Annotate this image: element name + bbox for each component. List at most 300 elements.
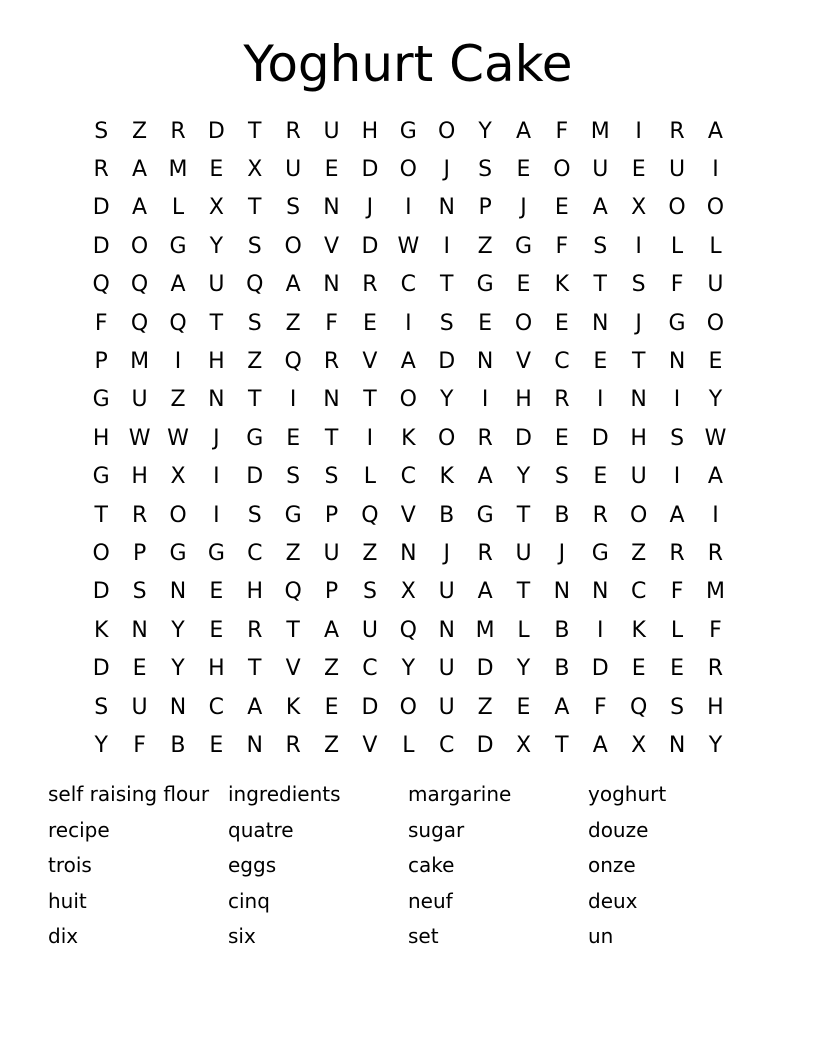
grid-letter: E bbox=[554, 425, 569, 451]
grid-letter: S bbox=[670, 425, 685, 451]
grid-letter: Q bbox=[284, 579, 302, 605]
grid-letter: O bbox=[169, 502, 187, 528]
grid-letter: G bbox=[476, 502, 494, 528]
grid-letter: K bbox=[439, 464, 454, 490]
grid-letter: F bbox=[555, 233, 569, 259]
grid-letter: Y bbox=[94, 732, 108, 758]
word-list bbox=[48, 777, 768, 955]
grid-letter: B bbox=[554, 617, 570, 643]
grid-letter: R bbox=[669, 118, 685, 144]
grid-letter: I bbox=[405, 195, 412, 221]
grid-letter: R bbox=[285, 732, 301, 758]
grid-letter: Z bbox=[477, 694, 493, 720]
grid-letter: X bbox=[631, 732, 647, 758]
grid-letter: E bbox=[132, 656, 147, 682]
grid-letter: V bbox=[515, 349, 532, 375]
grid-letter: I bbox=[405, 310, 412, 336]
grid-letter: S bbox=[286, 195, 301, 221]
grid-letter: S bbox=[247, 502, 262, 528]
grid-letter: D bbox=[361, 233, 379, 259]
grid-letter: A bbox=[477, 464, 493, 490]
grid-letter: T bbox=[248, 387, 262, 413]
grid-letter: M bbox=[590, 118, 610, 144]
grid-letter: C bbox=[208, 694, 225, 720]
grid-letter: E bbox=[554, 310, 569, 336]
grid-letter: V bbox=[362, 732, 378, 758]
grid-letter: J bbox=[443, 540, 450, 566]
grid-letter: D bbox=[92, 195, 110, 221]
word-list-item: onze bbox=[588, 853, 636, 877]
grid-letter: N bbox=[246, 732, 263, 758]
grid-letter: S bbox=[631, 272, 646, 298]
grid-letter: L bbox=[670, 233, 684, 259]
grid-letter: N bbox=[553, 579, 571, 605]
grid-letter: Y bbox=[478, 118, 492, 144]
grid-letter: O bbox=[399, 157, 417, 183]
grid-letter: U bbox=[361, 617, 378, 643]
grid-letter: R bbox=[285, 118, 301, 144]
grid-letter: N bbox=[592, 310, 609, 336]
grid-letter: A bbox=[324, 617, 340, 643]
grid-letter: E bbox=[708, 349, 723, 375]
grid-letter: D bbox=[476, 732, 494, 758]
grid-letter: A bbox=[247, 694, 263, 720]
grid-letter: R bbox=[669, 540, 685, 566]
word-list-item: huit bbox=[48, 888, 87, 913]
grid-letter: E bbox=[209, 732, 224, 758]
grid-letter: T bbox=[324, 425, 339, 451]
grid-letter: R bbox=[554, 387, 570, 413]
grid-letter: E bbox=[209, 579, 224, 605]
grid-letter: D bbox=[246, 464, 264, 490]
grid-letter: W bbox=[167, 425, 189, 451]
word-list-item: set bbox=[408, 924, 439, 948]
grid-letter: N bbox=[668, 349, 686, 375]
grid-letter: C bbox=[554, 349, 570, 375]
grid-letter: Q bbox=[399, 617, 417, 643]
grid-letter: U bbox=[438, 579, 455, 605]
grid-letter: R bbox=[131, 502, 148, 528]
word-list-item: self raising flour bbox=[48, 782, 210, 806]
grid-letter: V bbox=[324, 233, 340, 259]
grid-letter: O bbox=[438, 118, 456, 144]
grid-letter: M bbox=[475, 617, 495, 643]
grid-letter: G bbox=[92, 464, 110, 490]
grid-letter: G bbox=[169, 540, 187, 566]
grid-letter: X bbox=[515, 732, 532, 758]
grid-letter: Y bbox=[171, 656, 185, 682]
grid-letter: A bbox=[592, 195, 608, 221]
grid-letter: F bbox=[670, 579, 684, 605]
grid-letter: P bbox=[324, 579, 339, 605]
grid-letter: Q bbox=[130, 310, 149, 336]
grid-letter: L bbox=[709, 233, 722, 259]
grid-letter: H bbox=[208, 656, 225, 682]
grid-letter: D bbox=[361, 694, 379, 720]
grid-letter: O bbox=[514, 310, 533, 336]
grid-letter: E bbox=[554, 195, 569, 221]
grid-letter: I bbox=[597, 387, 604, 413]
grid-letter: I bbox=[366, 425, 374, 451]
grid-letter: B bbox=[439, 502, 455, 528]
grid-letter: R bbox=[93, 157, 109, 183]
grid-letter: M bbox=[130, 349, 150, 375]
grid-letter: R bbox=[477, 540, 493, 566]
grid-letter: N bbox=[400, 540, 417, 566]
grid-letter: W bbox=[397, 233, 420, 259]
grid-letter: E bbox=[516, 694, 531, 720]
grid-letter: S bbox=[478, 157, 493, 183]
grid-letter: Y bbox=[439, 387, 454, 413]
grid-letter: E bbox=[324, 694, 339, 720]
grid-letter: E bbox=[670, 656, 684, 682]
grid-letter: G bbox=[591, 540, 609, 566]
grid-letter: J bbox=[443, 157, 450, 183]
grid-letter: N bbox=[131, 617, 148, 643]
word-list-item: quatre bbox=[228, 817, 294, 842]
grid-letter: T bbox=[516, 502, 531, 528]
grid-letter: G bbox=[246, 425, 264, 451]
grid-letter: K bbox=[631, 617, 646, 643]
grid-letter: E bbox=[324, 157, 339, 183]
grid-letter: A bbox=[477, 579, 493, 605]
grid-letter: T bbox=[248, 195, 262, 221]
grid-letter: B bbox=[554, 502, 570, 528]
grid-letter: F bbox=[593, 694, 607, 720]
grid-letter: S bbox=[554, 464, 569, 490]
grid-letter: J bbox=[558, 540, 566, 566]
grid-letter: Z bbox=[324, 656, 340, 682]
grid-letter: O bbox=[92, 540, 110, 566]
grid-letter: U bbox=[515, 540, 532, 566]
grid-letter: S bbox=[247, 233, 262, 259]
grid-letter: D bbox=[438, 349, 456, 375]
grid-letter: E bbox=[593, 464, 608, 490]
grid-letter: H bbox=[92, 425, 110, 451]
grid-letter: M bbox=[168, 157, 188, 183]
grid-letter: C bbox=[247, 540, 263, 566]
grid-letter: U bbox=[285, 157, 302, 183]
grid-letter: L bbox=[670, 617, 684, 643]
grid-letter: Y bbox=[708, 387, 723, 413]
grid-letter: T bbox=[248, 656, 262, 682]
grid-letter: P bbox=[132, 540, 147, 566]
grid-letter: C bbox=[362, 656, 378, 682]
grid-letter: N bbox=[169, 579, 187, 605]
word-list-item: trois bbox=[48, 853, 92, 877]
grid-letter: Q bbox=[92, 272, 110, 298]
grid-letter: E bbox=[286, 425, 301, 451]
word-list-item: cake bbox=[408, 853, 455, 877]
grid-letter: P bbox=[324, 502, 339, 528]
grid-letter: O bbox=[130, 233, 149, 259]
grid-letter: E bbox=[593, 349, 608, 375]
grid-letter: X bbox=[631, 195, 647, 221]
grid-letter: H bbox=[630, 425, 647, 451]
grid-letter: R bbox=[477, 425, 493, 451]
grid-letter: Q bbox=[284, 349, 302, 375]
grid-letter: Z bbox=[324, 732, 340, 758]
word-list-item: un bbox=[588, 924, 614, 948]
grid-letter: Z bbox=[170, 387, 186, 413]
grid-letter: P bbox=[478, 195, 492, 221]
grid-letter: A bbox=[707, 464, 723, 490]
word-list-item: dix bbox=[48, 924, 79, 948]
grid-letter: E bbox=[516, 272, 531, 298]
grid-letter: G bbox=[92, 387, 110, 413]
grid-letter: O bbox=[706, 195, 725, 221]
grid-letter: R bbox=[707, 540, 724, 566]
word-list-item: six bbox=[228, 924, 256, 948]
grid-letter: A bbox=[669, 502, 685, 528]
grid-letter: G bbox=[514, 233, 533, 259]
grid-letter: D bbox=[515, 425, 532, 451]
grid-letter: H bbox=[707, 694, 724, 720]
grid-letter: G bbox=[399, 118, 417, 144]
grid-letter: I bbox=[481, 387, 489, 413]
grid-letter: O bbox=[706, 310, 725, 336]
grid-letter: A bbox=[400, 349, 416, 375]
grid-letter: X bbox=[170, 464, 186, 490]
grid-letter: S bbox=[593, 233, 608, 259]
grid-letter: J bbox=[366, 195, 374, 221]
puzzle-title: Yoghurt Cake bbox=[243, 35, 573, 93]
letter-grid bbox=[82, 112, 735, 765]
grid-letter: U bbox=[131, 387, 148, 413]
grid-letter: X bbox=[208, 195, 224, 221]
grid-letter: N bbox=[208, 387, 225, 413]
grid-letter: O bbox=[399, 387, 417, 413]
word-list-item: yoghurt bbox=[588, 782, 667, 806]
grid-letter: E bbox=[478, 310, 493, 336]
grid-letter: N bbox=[476, 349, 494, 375]
grid-letter: S bbox=[94, 118, 109, 144]
grid-letter: L bbox=[517, 617, 530, 643]
grid-letter: Y bbox=[516, 656, 531, 682]
grid-letter: G bbox=[207, 540, 225, 566]
grid-letter: P bbox=[94, 349, 108, 375]
grid-letter: I bbox=[443, 233, 450, 259]
grid-letter: I bbox=[635, 233, 642, 259]
word-list-item: margarine bbox=[408, 782, 512, 806]
grid-letter: K bbox=[285, 694, 301, 720]
grid-letter: D bbox=[361, 157, 379, 183]
grid-letter: H bbox=[246, 579, 264, 605]
grid-letter: W bbox=[704, 425, 727, 451]
grid-letter: T bbox=[439, 272, 454, 298]
grid-letter: D bbox=[92, 579, 110, 605]
grid-letter: F bbox=[709, 617, 722, 643]
grid-letter: B bbox=[170, 732, 186, 758]
grid-letter: F bbox=[670, 272, 684, 298]
grid-letter: X bbox=[247, 157, 263, 183]
grid-letter: F bbox=[94, 310, 108, 336]
grid-letter: O bbox=[399, 694, 417, 720]
grid-letter: U bbox=[438, 656, 455, 682]
grid-letter: Y bbox=[516, 464, 531, 490]
word-list-item: eggs bbox=[228, 853, 277, 877]
grid-letter: E bbox=[631, 157, 646, 183]
grid-letter: S bbox=[132, 579, 147, 605]
grid-letter: S bbox=[94, 694, 109, 720]
grid-letter: L bbox=[363, 464, 377, 490]
grid-letter: R bbox=[323, 349, 340, 375]
grid-letter: S bbox=[286, 464, 301, 490]
grid-letter: L bbox=[402, 732, 415, 758]
grid-letter: T bbox=[593, 272, 607, 298]
grid-letter: G bbox=[476, 272, 494, 298]
word-list-item: deux bbox=[588, 888, 638, 913]
grid-letter: U bbox=[438, 694, 455, 720]
grid-letter: Z bbox=[477, 233, 493, 259]
grid-letter: Q bbox=[361, 502, 379, 528]
grid-letter: Q bbox=[246, 272, 264, 298]
grid-letter: H bbox=[361, 118, 379, 144]
word-list-item: sugar bbox=[408, 817, 465, 842]
grid-letter: R bbox=[592, 502, 608, 528]
grid-letter: G bbox=[668, 310, 686, 336]
grid-letter: K bbox=[554, 272, 570, 298]
grid-letter: Z bbox=[247, 349, 263, 375]
grid-letter: N bbox=[323, 272, 340, 298]
grid-letter: I bbox=[289, 387, 297, 413]
grid-letter: E bbox=[209, 617, 224, 643]
grid-letter: S bbox=[247, 310, 262, 336]
grid-letter: Z bbox=[362, 540, 378, 566]
grid-letter: J bbox=[520, 195, 527, 221]
grid-letter: Q bbox=[630, 694, 648, 720]
grid-letter: O bbox=[668, 195, 686, 221]
grid-letter: Z bbox=[631, 540, 647, 566]
grid-letter: T bbox=[286, 617, 300, 643]
grid-letter: N bbox=[592, 579, 609, 605]
grid-letter: S bbox=[362, 579, 377, 605]
grid-letter: C bbox=[400, 464, 416, 490]
grid-letter: N bbox=[323, 195, 340, 221]
grid-letter: F bbox=[325, 310, 338, 336]
grid-letter: T bbox=[555, 732, 569, 758]
grid-letter: K bbox=[401, 425, 416, 451]
grid-letter: T bbox=[209, 310, 224, 336]
grid-letter: X bbox=[400, 579, 416, 605]
grid-letter: T bbox=[94, 502, 108, 528]
grid-letter: K bbox=[93, 617, 109, 643]
grid-letter: Y bbox=[209, 233, 224, 259]
grid-letter: S bbox=[439, 310, 454, 336]
grid-letter: E bbox=[362, 310, 377, 336]
grid-letter: I bbox=[673, 387, 681, 413]
grid-letter: A bbox=[285, 272, 301, 298]
grid-letter: I bbox=[635, 118, 642, 144]
grid-letter: U bbox=[707, 272, 724, 298]
grid-letter: Z bbox=[285, 540, 301, 566]
grid-letter: Y bbox=[708, 732, 723, 758]
grid-letter: I bbox=[213, 464, 220, 490]
grid-letter: E bbox=[209, 157, 224, 183]
grid-letter: J bbox=[213, 425, 220, 451]
word-list-item: recipe bbox=[48, 817, 110, 842]
grid-letter: N bbox=[668, 732, 686, 758]
grid-letter: H bbox=[208, 349, 225, 375]
grid-letter: M bbox=[705, 579, 725, 605]
grid-letter: C bbox=[439, 732, 455, 758]
grid-letter: Z bbox=[285, 310, 301, 336]
grid-letter: I bbox=[174, 349, 182, 375]
grid-letter: I bbox=[673, 464, 681, 490]
grid-letter: V bbox=[400, 502, 416, 528]
grid-letter: N bbox=[438, 195, 455, 221]
grid-letter: A bbox=[707, 118, 723, 144]
grid-letter: U bbox=[323, 118, 340, 144]
grid-letter: A bbox=[592, 732, 608, 758]
grid-letter: R bbox=[170, 118, 186, 144]
grid-letter: O bbox=[438, 425, 456, 451]
grid-letter: T bbox=[516, 579, 531, 605]
word-list-item: ingredients bbox=[228, 782, 341, 806]
grid-letter: O bbox=[630, 502, 648, 528]
grid-letter: F bbox=[555, 118, 569, 144]
grid-letter: U bbox=[630, 464, 647, 490]
grid-letter: D bbox=[591, 425, 609, 451]
grid-letter: D bbox=[92, 656, 110, 682]
grid-letter: U bbox=[208, 272, 225, 298]
grid-letter: D bbox=[92, 233, 110, 259]
grid-letter: Z bbox=[132, 118, 148, 144]
grid-letter: D bbox=[207, 118, 225, 144]
grid-letter: N bbox=[438, 617, 455, 643]
grid-letter: E bbox=[631, 656, 646, 682]
grid-letter: I bbox=[213, 502, 220, 528]
grid-letter: I bbox=[712, 157, 719, 183]
grid-letter: V bbox=[285, 656, 301, 682]
grid-letter: A bbox=[554, 694, 570, 720]
grid-letter: R bbox=[247, 617, 263, 643]
grid-letter: U bbox=[592, 157, 609, 183]
grid-letter: H bbox=[515, 387, 532, 413]
grid-letter: I bbox=[712, 502, 719, 528]
grid-letter: Q bbox=[130, 272, 149, 298]
grid-letter: O bbox=[284, 233, 302, 259]
word-list-item: cinq bbox=[228, 888, 270, 913]
grid-letter: S bbox=[324, 464, 339, 490]
grid-letter: V bbox=[362, 349, 378, 375]
grid-letter: B bbox=[554, 656, 570, 682]
grid-letter: A bbox=[132, 157, 148, 183]
grid-letter: T bbox=[363, 387, 377, 413]
grid-letter: A bbox=[515, 118, 532, 144]
grid-letter: Y bbox=[401, 656, 416, 682]
grid-letter: H bbox=[131, 464, 148, 490]
grid-letter: O bbox=[553, 157, 571, 183]
grid-letter: D bbox=[476, 656, 494, 682]
grid-letter: Y bbox=[171, 617, 185, 643]
grid-letter: S bbox=[670, 694, 685, 720]
grid-letter: N bbox=[323, 387, 340, 413]
word-list-item: neuf bbox=[408, 888, 453, 913]
grid-letter: U bbox=[323, 540, 340, 566]
grid-letter: C bbox=[630, 579, 647, 605]
grid-letter: J bbox=[635, 310, 642, 336]
grid-letter: L bbox=[171, 195, 185, 221]
grid-letter: I bbox=[597, 617, 604, 643]
grid-letter: T bbox=[248, 118, 262, 144]
grid-letter: T bbox=[631, 349, 646, 375]
grid-letter: W bbox=[128, 425, 151, 451]
grid-letter: U bbox=[669, 157, 686, 183]
grid-letter: A bbox=[170, 272, 186, 298]
grid-letter: R bbox=[707, 656, 724, 682]
grid-letter: F bbox=[133, 732, 146, 758]
